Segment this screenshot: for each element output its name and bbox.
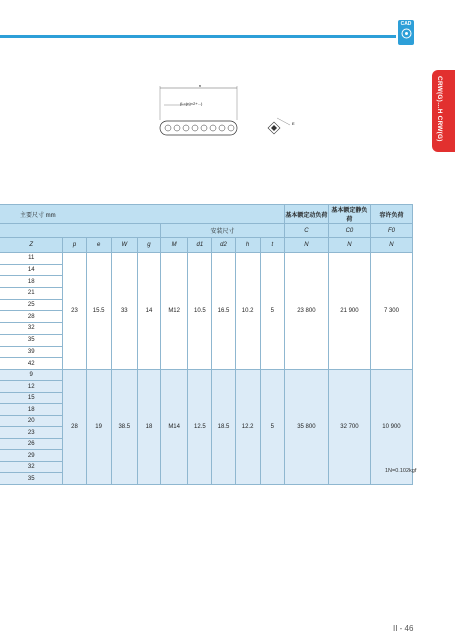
- col-p: p: [63, 238, 86, 253]
- col-z: Z: [0, 238, 63, 253]
- cell-m: M14: [161, 369, 188, 484]
- cell-z: 32: [0, 323, 63, 335]
- cell-z: 39: [0, 346, 63, 358]
- header-mount-dims: 安装尺寸: [161, 224, 285, 238]
- header-blank: [0, 224, 161, 238]
- header-f0: F0: [370, 224, 412, 238]
- cell-f0: 10 900: [370, 369, 412, 484]
- col-e: e: [86, 238, 111, 253]
- side-tab-label: CRW(G)…H CRW(G): [436, 76, 443, 142]
- cell-g: 18: [137, 369, 160, 484]
- cell-z: 32: [0, 461, 63, 473]
- cell-z: 26: [0, 438, 63, 450]
- cell-c: 23 800: [284, 253, 328, 370]
- cell-d1: 12.5: [188, 369, 212, 484]
- cell-f0: 7 300: [370, 253, 412, 370]
- header-allow-load: 容许负荷: [370, 205, 412, 224]
- header-c0: C0: [328, 224, 370, 238]
- col-g: g: [137, 238, 160, 253]
- cad-label: CAD: [400, 21, 412, 27]
- col-f0-unit: N: [370, 238, 412, 253]
- cell-g: 14: [137, 253, 160, 370]
- top-accent-line: [0, 35, 396, 38]
- cell-c0: 21 900: [328, 253, 370, 370]
- col-w: W: [111, 238, 137, 253]
- cell-w: 33: [111, 253, 137, 370]
- cell-z: 28: [0, 311, 63, 323]
- col-c0-unit: N: [328, 238, 370, 253]
- cell-z: 18: [0, 276, 63, 288]
- cell-t: 5: [260, 253, 284, 370]
- header-dyn-load: 基本额定动负荷: [284, 205, 328, 224]
- table-row: [0, 369, 413, 381]
- cell-z: 21: [0, 288, 63, 300]
- cell-z: 18: [0, 404, 63, 416]
- header-stat-load: 基本额定静负荷: [328, 205, 370, 224]
- cell-d1: 10.5: [188, 253, 212, 370]
- cell-z: 25: [0, 299, 63, 311]
- cell-w: 38.5: [111, 369, 137, 484]
- drawing-note: (L=(n)×2+...): [180, 101, 203, 106]
- table-row: [0, 253, 413, 265]
- col-h: h: [235, 238, 260, 253]
- side-tab: [432, 70, 455, 152]
- cell-m: M12: [161, 253, 188, 370]
- cad-badge[interactable]: [398, 20, 414, 45]
- cell-c: 35 800: [284, 369, 328, 484]
- cell-t: 5: [260, 369, 284, 484]
- header-main-dims: 主要尺寸 mm: [0, 205, 284, 224]
- col-t: t: [260, 238, 284, 253]
- cell-c0: 32 700: [328, 369, 370, 484]
- cell-z: 20: [0, 415, 63, 427]
- spec-table: [0, 204, 413, 485]
- cell-z: 14: [0, 264, 63, 276]
- chain-drawing: [150, 85, 300, 145]
- col-c-unit: N: [284, 238, 328, 253]
- col-m: M: [161, 238, 188, 253]
- drawing-dim-label: n: [198, 85, 202, 88]
- cell-h: 10.2: [235, 253, 260, 370]
- cell-d2: 18.5: [212, 369, 235, 484]
- col-d1: d1: [188, 238, 212, 253]
- cell-z: 11: [0, 253, 63, 265]
- cell-z: 42: [0, 358, 63, 370]
- cell-z: 35: [0, 334, 63, 346]
- cell-z: 9: [0, 369, 63, 381]
- page-number: II - 46: [393, 624, 414, 633]
- drawing-angle-label: E: [292, 121, 295, 126]
- cell-p: 23: [63, 253, 86, 370]
- cell-p: 28: [63, 369, 86, 484]
- unit-footnote: 1N=0.102kgf: [385, 468, 417, 474]
- cell-z: 35: [0, 473, 63, 485]
- cell-z: 29: [0, 450, 63, 462]
- cell-z: 12: [0, 381, 63, 393]
- cad-gear-icon: [401, 28, 412, 39]
- header-c: C: [284, 224, 328, 238]
- cell-h: 12.2: [235, 369, 260, 484]
- cell-z: 15: [0, 392, 63, 404]
- cell-e: 15.5: [86, 253, 111, 370]
- cell-e: 19: [86, 369, 111, 484]
- col-d2: d2: [212, 238, 235, 253]
- cell-d2: 16.5: [212, 253, 235, 370]
- cell-z: 23: [0, 427, 63, 439]
